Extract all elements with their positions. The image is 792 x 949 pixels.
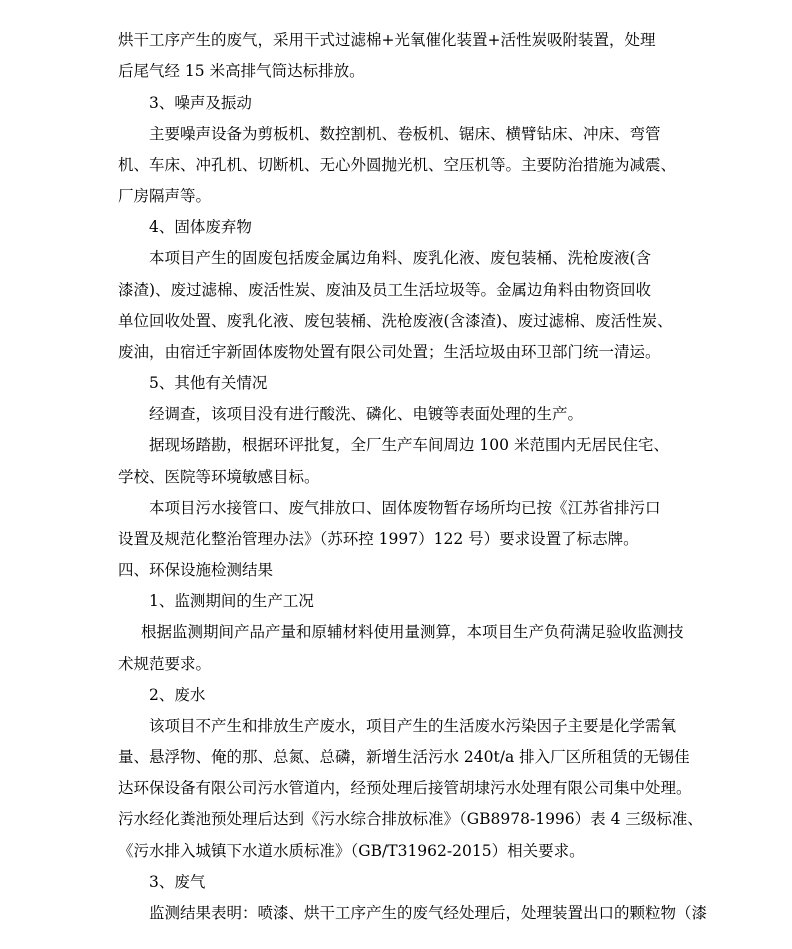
chapter-heading-results: 四、环保设施检测结果	[118, 561, 274, 579]
text-line: 后尾气经 15 米高排气筒达标排放。	[118, 62, 365, 80]
text-line: 监测结果表明：喷漆、烘干工序产生的废气经处理后，处理装置出口的颗粒物（漆	[149, 904, 708, 922]
text-line: 烘干工序产生的废气，采用干式过滤棉+光氧催化装置+活性炭吸附装置，处理	[118, 31, 656, 49]
section-heading-other: 5、其他有关情况	[149, 374, 268, 392]
text-line: 漆渣)、废过滤棉、废活性炭、废油及员工生活垃圾等。金属边角料由物资回收	[118, 281, 652, 299]
section-heading-exhaust: 3、废气	[149, 873, 206, 891]
text-line: 设置及规范化整治管理办法》（苏环控 1997）122 号）要求设置了标志牌。	[118, 530, 639, 548]
text-line: 本项目污水接管口、废气排放口、固体废物暂存场所均已按《江苏省排污口	[149, 499, 661, 517]
section-heading-solid-waste: 4、固体废弃物	[149, 218, 252, 236]
text-line: 污水经化粪池预处理后达到《污水综合排放标准》（GB8978-1996）表 4 三级标准、	[118, 810, 703, 828]
text-line: 单位回收处置、废乳化液、废包装桶、洗枪废液(含漆渣)、废过滤棉、废活性炭、	[118, 312, 673, 330]
text-line: 该项目不产生和排放生产废水，项目产生的生活废水污染因子主要是化学需氧	[149, 717, 677, 735]
text-line: 废油，由宿迁宇新固体废物处置有限公司处置；生活垃圾由环卫部门统一清运。	[118, 343, 661, 361]
text-line: 据现场踏勘，根据环评批复，全厂生产车间周边 100 米范围内无居民住宅、	[149, 436, 669, 454]
text-line: 达环保设备有限公司污水管道内，经预处理后接管胡埭污水处理有限公司集中处理。	[118, 779, 692, 797]
text-line: 量、悬浮物、俺的那、总氮、总磷，新增生活污水 240t/a 排入厂区所租赁的无锡佳	[118, 748, 690, 766]
text-line: 术规范要求。	[118, 655, 212, 673]
text-line: 学校、医院等环境敏感目标。	[118, 468, 320, 486]
section-heading-noise: 3、噪声及振动	[149, 94, 252, 112]
text-line: 《污水排入城镇下水道水质标准》（GB/T31962-2015）相关要求。	[118, 842, 585, 860]
text-line: 主要噪声设备为剪板机、数控割机、卷板机、锯床、横臂钻床、冲床、弯管	[149, 125, 661, 143]
section-heading-conditions: 1、监测期间的生产工况	[149, 592, 314, 610]
section-heading-wastewater: 2、废水	[149, 686, 206, 704]
text-line: 根据监测期间产品产量和原辅材料使用量测算，本项目生产负荷满足验收监测技	[141, 623, 684, 641]
text-line: 机、车床、冲孔机、切断机、无心外圆抛光机、空压机等。主要防治措施为减震、	[118, 156, 677, 174]
text-line: 经调查，该项目没有进行酸洗、磷化、电镀等表面处理的生产。	[149, 405, 584, 423]
text-line: 本项目产生的固废包括废金属边角料、废乳化液、废包装桶、洗枪废液(含	[149, 249, 652, 267]
text-line: 厂房隔声等。	[118, 187, 212, 205]
